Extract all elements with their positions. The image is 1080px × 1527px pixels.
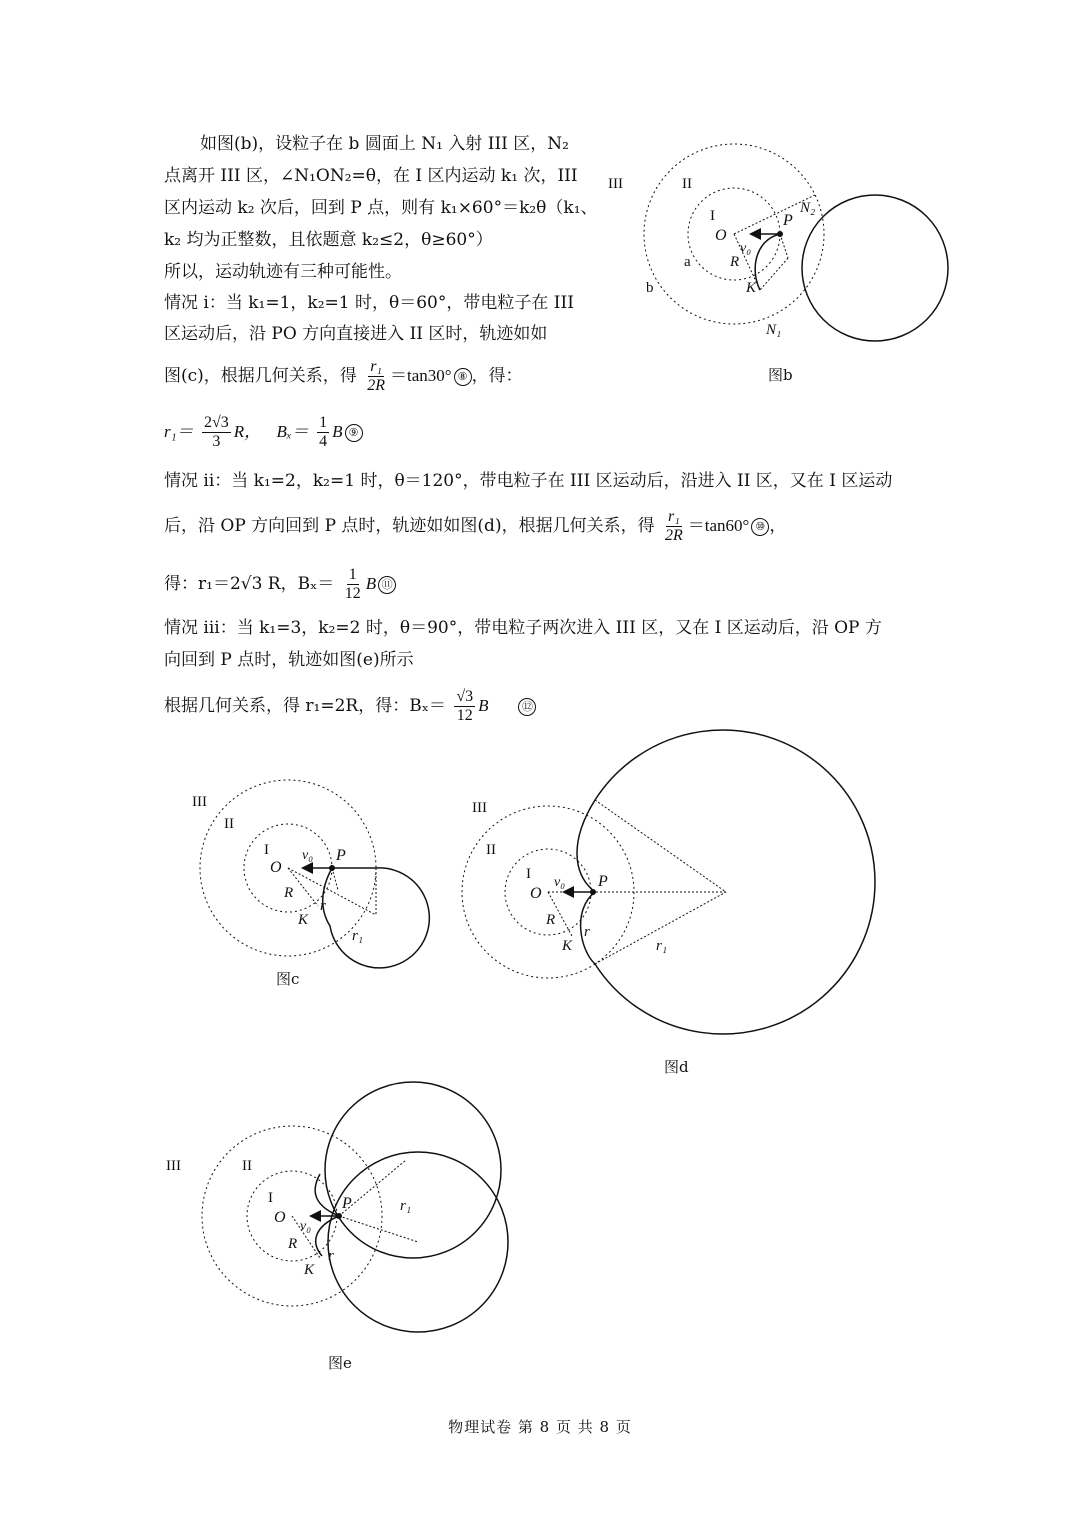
case-i-line-2: 区运动后，沿 PO 方向直接进入 II 区时，轨迹如如 <box>164 324 548 344</box>
case-ii-bx-den: 12 <box>344 585 361 602</box>
figure-d-caption: 图d <box>664 1058 689 1076</box>
case-iii-line-3-prefix: 根据几何关系，得 r₁=2R，得：Bₓ＝ <box>164 696 446 716</box>
figure-d-label-p: P <box>598 873 608 890</box>
case-i-line-1: 情况 i：当 k₁=1，k₂=1 时，θ＝60°，带电粒子在 III <box>164 293 574 313</box>
case-i-r1-suffix: R， <box>233 422 262 441</box>
figure-c-line-pr <box>332 868 338 890</box>
case-ii-line-2-suffix: ＝tan60° <box>687 516 750 535</box>
case-ii-bx-suffix: B <box>365 574 377 593</box>
figure-d-trajectory <box>577 730 875 1034</box>
figure-c-label-p: P <box>336 847 346 864</box>
figure-b-label-r: R <box>730 254 740 270</box>
figure-b-line-rk <box>760 258 788 290</box>
figure-c-label-o: O <box>270 859 282 876</box>
figure-c-label-iii: III <box>192 794 207 810</box>
figure-d-label-r-small: r <box>584 924 590 940</box>
case-i-bx-num: 1 <box>319 414 328 431</box>
case-i-bx-den: 4 <box>319 433 328 450</box>
figure-d-label-r-big: R <box>546 912 556 928</box>
figure-e-label-ii: II <box>242 1158 252 1174</box>
figure-c-caption: 图c <box>276 970 300 988</box>
figure-b-label-a: a <box>684 254 691 270</box>
figure-e-line-pc <box>339 1216 418 1242</box>
figure-e-diagram <box>160 1080 520 1360</box>
figure-b-inner-arc <box>755 234 780 290</box>
case-ii-bx-fraction <box>343 566 363 603</box>
figure-d-diagram <box>460 740 880 1050</box>
figure-c-point-p <box>329 865 335 871</box>
figure-d-label-i: I <box>526 866 531 882</box>
case-iii-bx-fraction <box>454 688 475 725</box>
page-footer: 物理试卷 第 8 页 共 8 页 <box>448 1418 632 1436</box>
case-iii-bx-num: √3 <box>456 688 474 705</box>
case-i-bx-prefix: Bₓ＝ <box>276 422 309 441</box>
equation-marker-8: ⑧ <box>454 368 472 386</box>
case-i-bx-fraction <box>317 414 329 451</box>
figure-b-caption: 图b <box>768 366 793 384</box>
equation-marker-10: ⑩ <box>751 518 769 536</box>
figure-d-label-ii: II <box>486 842 496 858</box>
figure-e-label-o: O <box>274 1209 286 1226</box>
case-iii-bx-suffix: B <box>478 696 489 715</box>
figure-b-label-ii: II <box>682 176 692 192</box>
case-i-frac-den: 2R <box>367 377 385 394</box>
case-i-result-line <box>164 410 363 454</box>
figure-e-label-k: K <box>304 1262 315 1278</box>
figure-c-label-k: K <box>298 912 309 928</box>
figure-e-label-r-big: R <box>288 1236 298 1252</box>
figure-e-label-v0: v₀ <box>300 1219 312 1234</box>
figure-c-label-r1: r₁ <box>352 928 364 944</box>
case-i-line-3-suffix: ＝tan30° <box>389 366 452 385</box>
figure-b-label-v0: v₀ <box>740 241 752 256</box>
case-i-line-3-end: ，得： <box>471 366 523 386</box>
case-ii-bx-num: 1 <box>348 566 357 583</box>
figure-c-line-or1 <box>288 868 376 915</box>
paragraph-b-line-4: k₂ 均为正整数，且依题意 k₂≤2，θ≥60°） <box>164 230 493 250</box>
figure-e-label-r1: r₁ <box>400 1198 412 1214</box>
figure-c-label-ii: II <box>224 816 234 832</box>
figure-e-trajectory-circle-upper <box>325 1082 501 1258</box>
case-i-line-3-prefix: 图(c)，根据几何关系，得 <box>164 366 357 386</box>
equation-marker-11: ⑪ <box>378 576 396 594</box>
figure-e-label-i: I <box>268 1190 273 1206</box>
case-i-line-3 <box>164 356 523 396</box>
figure-b-label-k: K <box>746 280 757 296</box>
figure-e-label-iii: III <box>166 1158 181 1174</box>
case-ii-frac-den: 2R <box>664 527 683 544</box>
figure-c-trajectory <box>323 868 430 968</box>
case-ii-line-2-end: ， <box>769 516 787 536</box>
figure-c-diagram <box>180 780 440 980</box>
case-i-bx-suffix: B <box>332 422 343 441</box>
figure-b-diagram <box>600 140 960 400</box>
figure-d-label-iii: III <box>472 800 487 816</box>
case-iii-line-2: 向回到 P 点时，轨迹如图(e)所示 <box>164 650 414 670</box>
figure-e-point-p <box>336 1213 342 1219</box>
figure-b-label-p: P <box>783 212 793 229</box>
figure-e-caption: 图e <box>328 1354 352 1372</box>
figure-c-label-r-big: R <box>284 885 294 901</box>
case-i-r1-num: 2√3 <box>203 414 229 431</box>
case-ii-line-2 <box>164 506 786 546</box>
figure-c-label-i: I <box>264 842 269 858</box>
paragraph-b-line-5: 所以，运动轨迹有三种可能性。 <box>164 262 402 282</box>
figure-b-trajectory-circle <box>802 195 948 341</box>
figure-e-label-p: P <box>342 1195 352 1212</box>
case-i-frac-num: r₁ <box>370 358 382 375</box>
figure-c-label-v0: v₀ <box>302 848 314 863</box>
case-iii-bx-den: 12 <box>456 707 473 724</box>
figure-b-label-iii: III <box>608 176 623 192</box>
figure-e-label-r-small: r <box>328 1248 334 1264</box>
paragraph-b-line-2: 点离开 III 区，∠N₁ON₂=θ，在 I 区内运动 k₁ 次，III <box>164 166 578 186</box>
figure-d-label-v0: v₀ <box>554 875 566 890</box>
figure-b-label-n2: N₂ <box>800 200 816 216</box>
paragraph-b-line-1: 如图(b)，设粒子在 b 圆面上 N₁ 入射 III 区，N₂ <box>200 134 569 154</box>
case-i-r1-den: 3 <box>212 433 221 450</box>
case-ii-line-3 <box>164 564 396 604</box>
figure-d-label-k: K <box>562 938 573 954</box>
figure-b-label-b: b <box>646 280 654 296</box>
paragraph-b-line-3: 区内运动 k₂ 次后，回到 P 点，则有 k₁×60°＝k₂θ（k₁、 <box>164 198 598 218</box>
figure-d-line-top <box>595 800 726 892</box>
figure-c-label-r-small: r <box>320 898 326 914</box>
case-ii-line-1: 情况 ii：当 k₁=2，k₂=1 时，θ＝120°，带电粒子在 III 区运动后，沿进入 II 区，又在 I 区运动 <box>164 471 893 491</box>
case-iii-line-1: 情况 iii：当 k₁=3，k₂=2 时，θ＝90°，带电粒子两次进入 III 区，又在 I 区运动后，沿 OP 方 <box>164 618 882 638</box>
figure-b-label-i: I <box>710 208 715 224</box>
figure-b-label-n1: N₁ <box>766 322 782 338</box>
case-i-fraction <box>365 358 387 395</box>
case-ii-line-2-prefix: 后，沿 OP 方向回到 P 点时，轨迹如如图(d)，根据几何关系，得 <box>164 516 655 536</box>
figure-b-label-o: O <box>715 227 727 244</box>
figure-d-label-o: O <box>530 885 542 902</box>
equation-marker-12: ⑫ <box>518 698 536 716</box>
equation-marker-9: ⑨ <box>345 424 363 442</box>
case-ii-line-3-prefix: 得：r₁＝2√3 R，Bₓ＝ <box>164 574 335 594</box>
case-iii-line-3 <box>164 684 536 728</box>
case-i-r1-fraction <box>202 414 231 451</box>
figure-d-point-p <box>590 889 596 895</box>
figure-b-point-p <box>777 231 783 237</box>
case-ii-fraction <box>663 508 685 545</box>
case-ii-frac-num: r₁ <box>667 508 680 525</box>
figure-b-line-pr <box>780 234 788 258</box>
case-i-r1-prefix: r₁＝ <box>164 422 194 441</box>
figure-d-label-r1: r₁ <box>656 938 668 954</box>
